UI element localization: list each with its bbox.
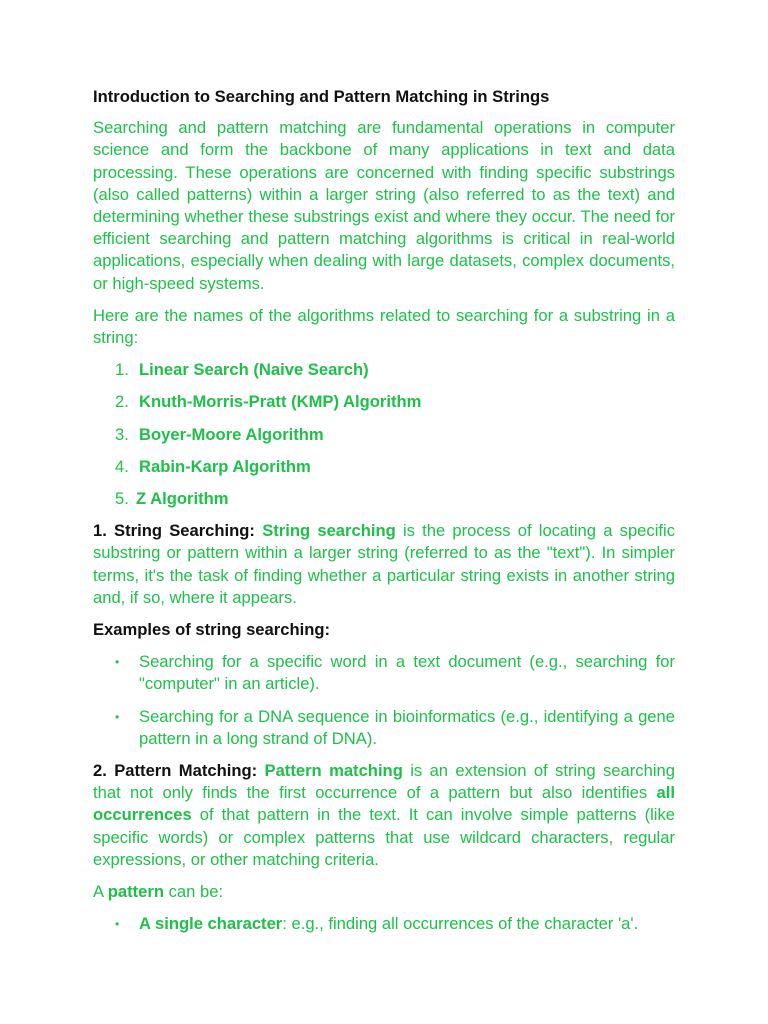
list-number: 4. (115, 456, 129, 476)
algorithms-intro: Here are the names of the algorithms related to searching for a substring in a string: (93, 305, 675, 348)
list-item (93, 424, 675, 446)
term-pattern: pattern (107, 882, 165, 902)
section-heading-pattern-matching: 2. Pattern Matching: (93, 761, 258, 781)
pattern-types-list (93, 913, 675, 935)
examples-list (93, 651, 675, 750)
algorithm-name: Z Algorithm (136, 489, 229, 509)
bullet-icon: • (115, 917, 120, 932)
algorithm-name: Knuth-Morris-Pratt (KMP) Algorithm (139, 392, 422, 412)
list-number: 1. (115, 360, 129, 380)
pattern-matching-text-a: is an extension of string searching that not only finds the first occurrence of a pattern but also identifies (93, 761, 675, 803)
term-all-occurrences: all occurrences (93, 783, 675, 825)
term-pattern-matching: Pattern matching (264, 761, 403, 781)
examples-heading: Examples of string searching: (93, 620, 330, 640)
list-number: 5. (115, 489, 129, 509)
pattern-matching-text-b: of that pattern in the text. It can involve simple patterns (like specific words) or complex patterns that use wildcard characters, regular expressions, or other matching criteria. (93, 805, 675, 869)
bullet-icon: • (115, 655, 120, 670)
pattern-prefix: A (93, 882, 108, 902)
example-text: Searching for a DNA sequence in bioinformatics (e.g., identifying a gene pattern in a long strand of DNA). (139, 706, 675, 748)
bullet-icon: • (115, 709, 120, 724)
algorithm-list (93, 359, 675, 510)
list-item (93, 706, 675, 750)
document-title: Introduction to Searching and Pattern Matching in Strings (93, 87, 550, 106)
pattern-type-text: : e.g., finding all occurrences of the character 'a'. (282, 914, 639, 934)
algorithm-name: Rabin-Karp Algorithm (139, 456, 311, 476)
list-item (93, 391, 675, 413)
pattern-type-term: A single character (139, 914, 283, 934)
document-page (93, 86, 675, 946)
list-number: 2. (115, 392, 129, 412)
string-searching-text: is the process of locating a specific substring or pattern within a larger string (referred to as the "text"). In simpler terms, it's the task of finding whether a particular string exists in another string and, if so, where it appears. (93, 521, 675, 607)
list-item (93, 913, 675, 935)
algorithm-name: Linear Search (Naive Search) (139, 360, 369, 380)
pattern-can-be (93, 881, 675, 903)
list-number: 3. (115, 424, 129, 444)
list-item (93, 488, 675, 510)
example-text: Searching for a specific word in a text document (e.g., searching for "computer" in an article). (139, 652, 675, 694)
list-item (93, 651, 675, 695)
section-heading-string-searching: 1. String Searching: (93, 521, 255, 541)
pattern-suffix: can be: (164, 882, 224, 902)
list-item (93, 359, 675, 381)
intro-paragraph: Searching and pattern matching are fundamental operations in computer science and form the backbone of many applications in text and data processing. These operations are concerned with finding specific substrings (also called patterns) within a larger string (also referred to as the text) and determining whether these substrings exist and where they occur. The need for efficient searching and pattern matching algorithms is critical in real-world applications, especially when dealing with large datasets, complex documents, or high-speed systems. (93, 118, 675, 293)
pattern-matching-paragraph (93, 760, 675, 871)
algorithm-name: Boyer-Moore Algorithm (139, 424, 324, 444)
term-string-searching: String searching (262, 521, 396, 541)
string-searching-paragraph (93, 520, 675, 609)
list-item (93, 456, 675, 478)
